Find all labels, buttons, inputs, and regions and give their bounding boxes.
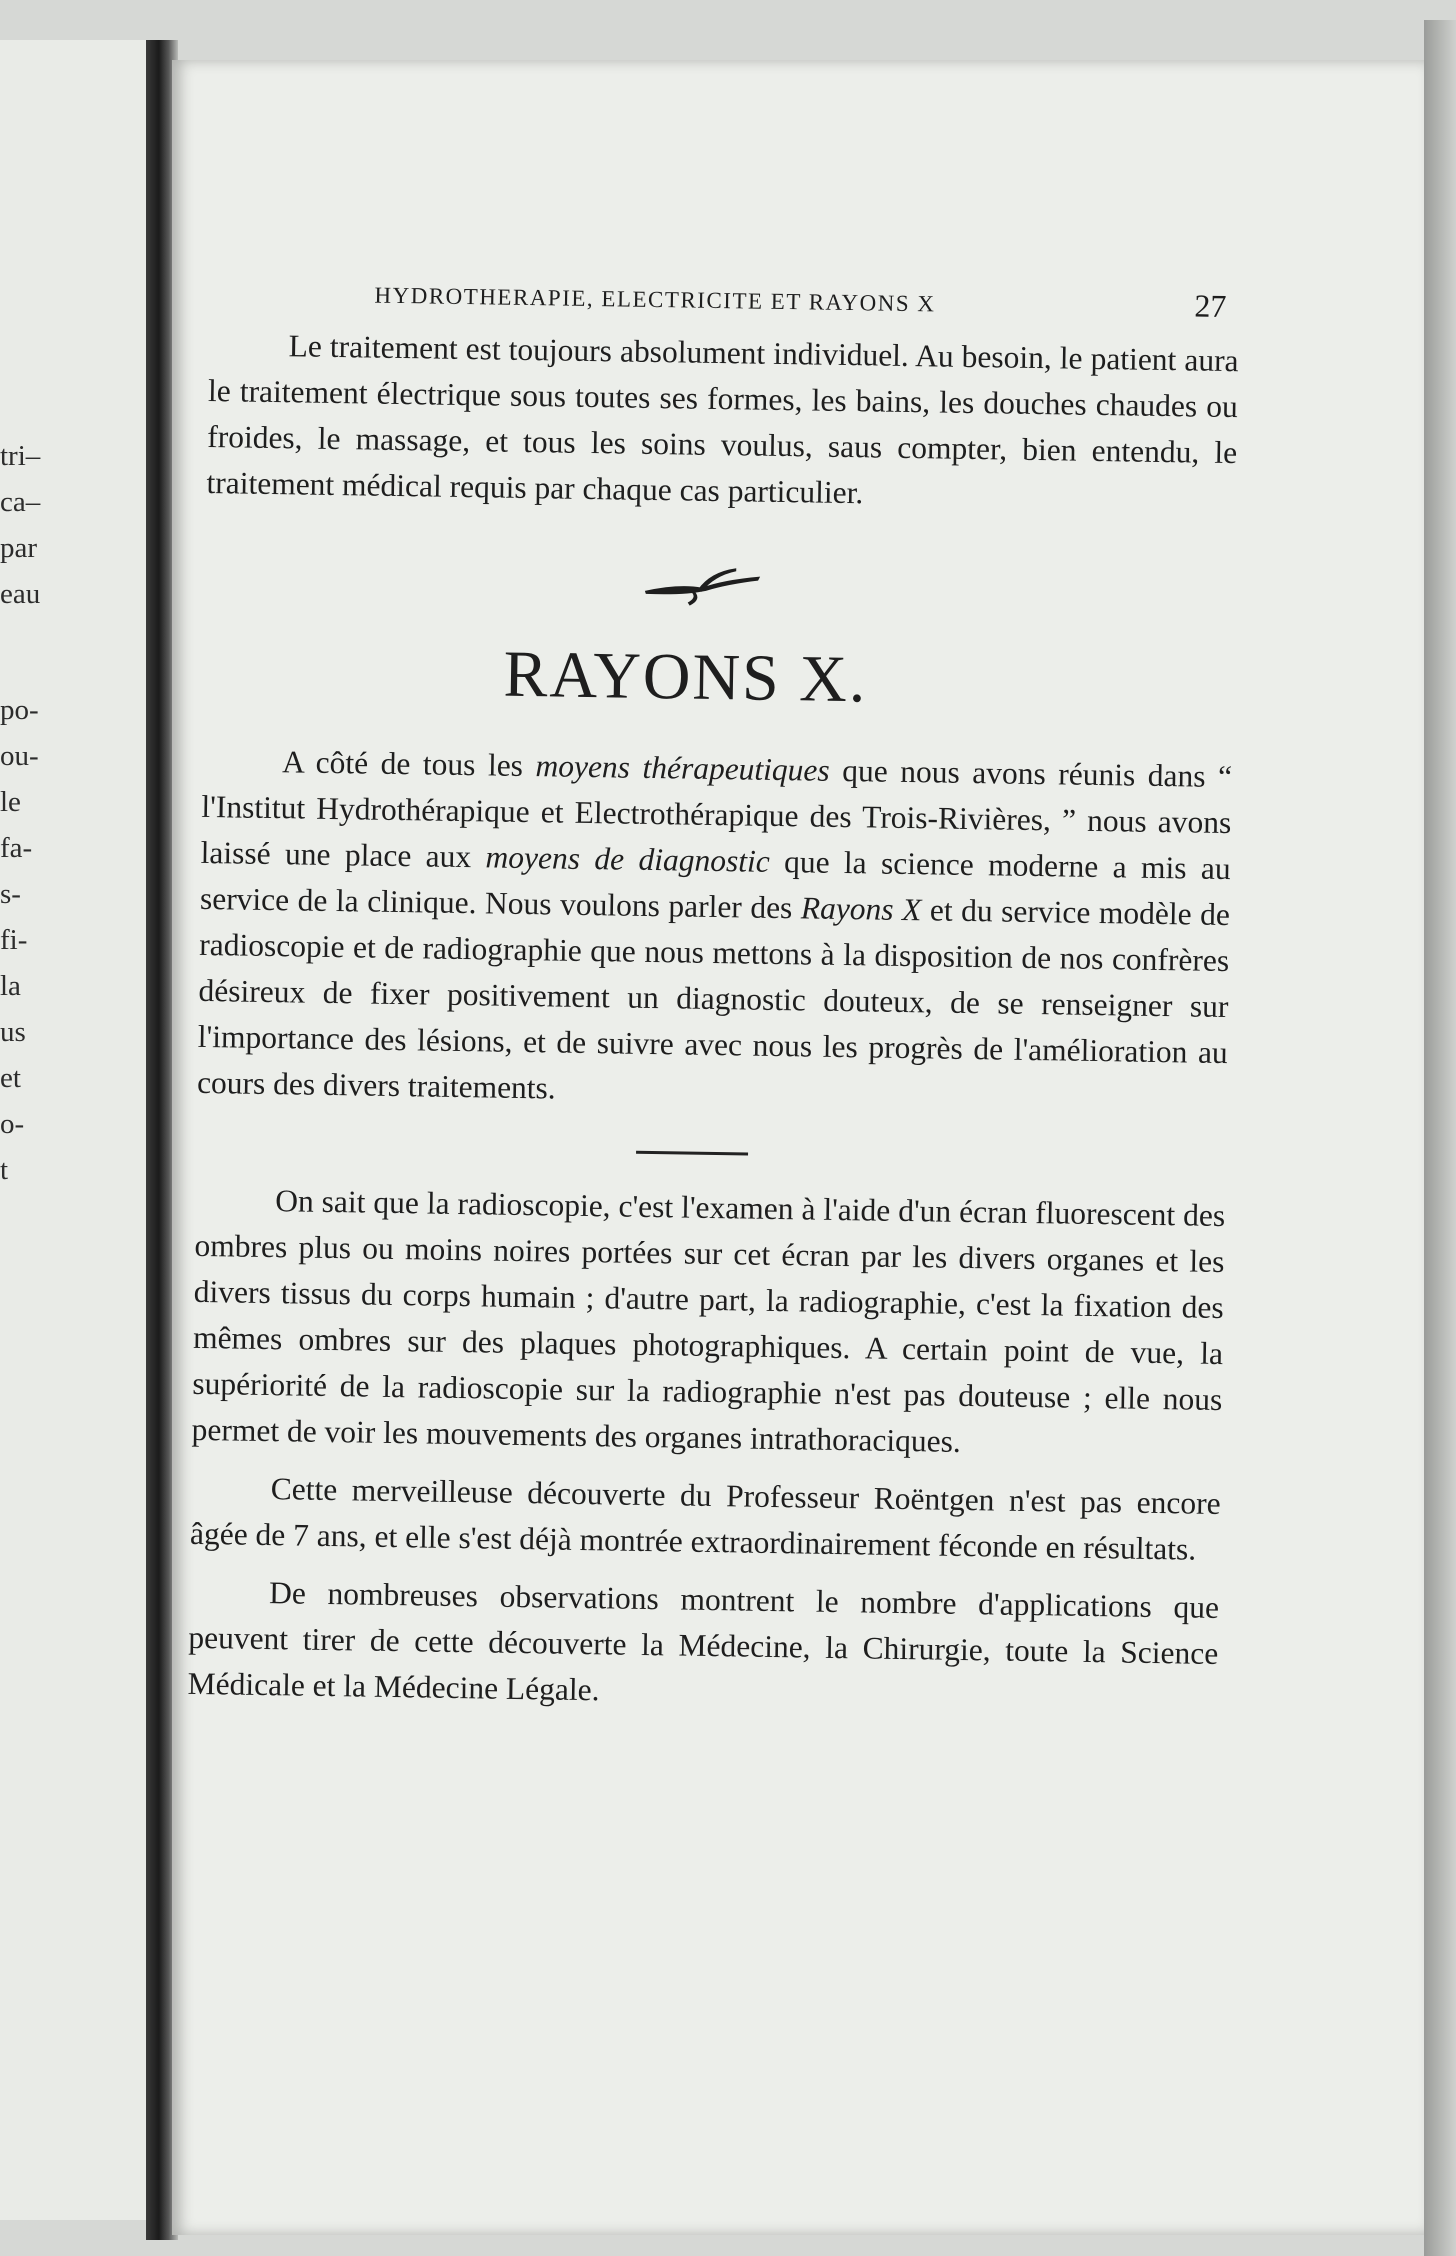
paragraph-rayons-x [197, 738, 1233, 1122]
intro-paragraph: Le traitement est toujours absolument individuel. Au besoin, le patient aura le traitement électrique sous toutes ses formes, les bains, les douches chaudes ou froides, le massage, et tous les soins voulus, saus compter, bien entendu, le traitement médical requis par chaque cas particulier. [206, 328, 1239, 511]
line-fragment: et [0, 1062, 21, 1094]
paragraph-roentgen: Cette merveilleuse découverte du Professeur Roëntgen n'est pas encore âgée de 7 ans, et elle s'est déjà montrée extraordinairement féconde en résultats. [189, 1471, 1221, 1567]
previous-page-edge [0, 40, 150, 2220]
section-title: RAYONS X. [502, 637, 869, 717]
line-fragment: us [0, 1016, 26, 1048]
line-fragment: t [0, 1154, 9, 1186]
italic-text-run: Rayons X [800, 890, 922, 928]
text-run: A côté de tous les [281, 744, 536, 784]
line-fragment: fi- [0, 924, 28, 956]
page-edge [1424, 20, 1456, 2256]
paragraph-radioscopie: On sait que la radioscopie, c'est l'examen à l'aide d'un écran fluorescent des ombres plus ou moins noires portées sur cet écran par les divers organes et les divers tissus du corps humain ; d'autre part, la radiographie, c'est la fixation des mêmes ombres sur des plaques photographiques. A certain point de vue, la supériorité de la radioscopie sur la radiographie n'est pas douteuse ; elle nous permet de voir les mouvements des organes intrathoraciques. [191, 1183, 1226, 1459]
running-title: HYDROTHERAPIE, ELECTRICITE ET RAYONS X [374, 282, 936, 317]
line-fragment: tri– [0, 440, 41, 472]
line-fragment: s- [0, 878, 21, 910]
page-content [187, 262, 1240, 1723]
line-fragment: ou- [0, 740, 39, 772]
line-fragment: fa- [0, 832, 33, 864]
line-fragment: le [0, 786, 21, 818]
line-fragment: la [0, 970, 21, 1002]
line-fragment: par [0, 532, 38, 564]
decorative-flourish-icon [640, 561, 766, 609]
italic-text-run: moyens de diagnostic [485, 839, 771, 879]
paragraph-applications: De nombreuses observations montrent le nombre d'applications que peuvent tirer de cette découverte la Médecine, la Chirurgie, toute la Science Médicale et la Médecine Légale. [187, 1575, 1220, 1708]
text-run: que la science moderne a mis au service de la clinique. Nous voulons parler des [199, 843, 1231, 926]
line-fragment: ca– [0, 486, 41, 518]
page-number: 27 [1194, 287, 1227, 324]
line-fragment: eau [0, 578, 41, 610]
text-run: que nous avons réunis dans “ l'Institut Hydrothérapique et Electrothérapique des Trois-Rivières, ” nous avons laissé une place aux [200, 752, 1233, 875]
italic-text-run: moyens thérapeutiques [535, 748, 830, 788]
line-fragment: po- [0, 694, 39, 726]
text-run: et du service modèle de radioscopie et de radiographie que nous mettons à la disposition de nos confrères désireux de fixer positivement un diagnostic douteux, de se renseigner sur l'importance des lésions, et de suivre avec nous les progrès de l'amélioration au cours des divers traitements. [196, 892, 1231, 1106]
section-divider [636, 1151, 748, 1156]
line-fragment: o- [0, 1108, 25, 1140]
